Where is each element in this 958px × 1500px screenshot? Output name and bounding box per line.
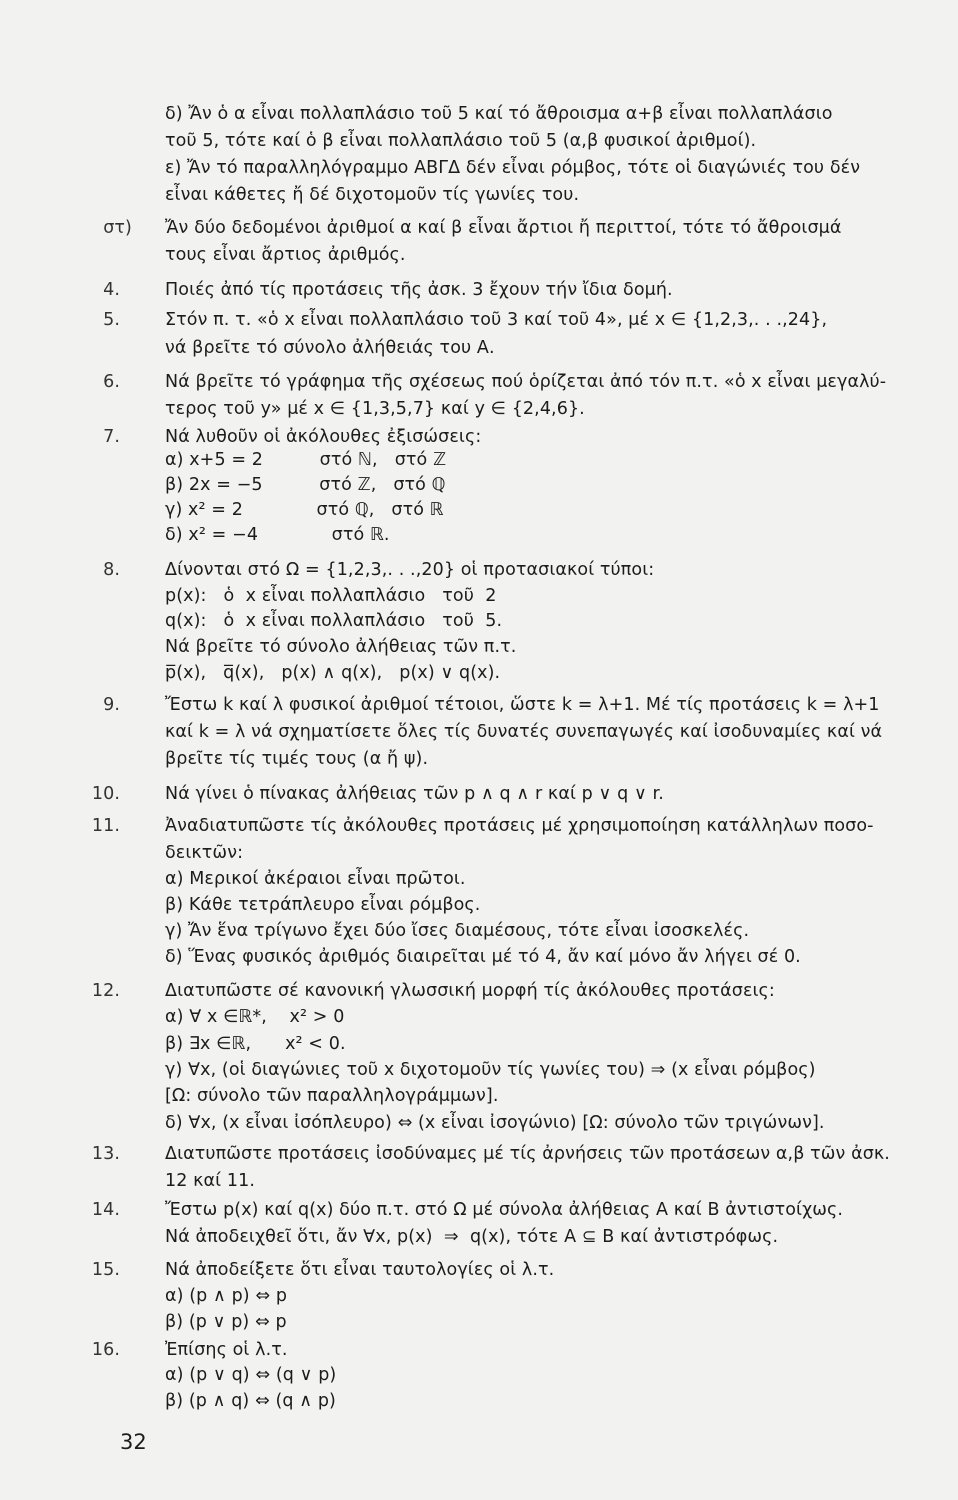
exercise-number: 10. (91, 784, 120, 804)
exercise-number: 7. (103, 427, 120, 447)
line-text: α) Μερικοί ἀκέραιοι εἶναι πρῶτοι. (165, 869, 466, 889)
line-text: Διατυπῶστε σέ κανονική γλωσσική μορφή τίς ἀκόλουθες προτάσεις: (165, 981, 775, 1001)
line-text: Νά ἀποδειχθεῖ ὅτι, ἄν ∀x, p(x) ⇒ q(x), τότε Α ⊆ Β καί ἀντιστρόφως. (165, 1227, 779, 1247)
line-text: α) (p ∨ q) ⇔ (q ∨ p) (165, 1365, 337, 1385)
line-text: Νά γίνει ὁ πίνακας ἀλήθειας τῶν p ∧ q ∧ r καί p ∨ q ∨ r. (165, 784, 664, 804)
line-text: δ) x² = −4 στό ℝ. (165, 525, 390, 545)
line-text: α) (p ∧ p) ⇔ p (165, 1286, 288, 1306)
line-text: τους εἶναι ἄρτιος ἀριθμός. (165, 245, 406, 265)
line-text: β) (p ∨ p) ⇔ p (165, 1312, 287, 1332)
line-text: [Ω: σύνολο τῶν παραλληλογράμμων]. (165, 1086, 499, 1106)
line-text: 12 καί 11. (165, 1171, 255, 1191)
exercise-number: 15. (91, 1260, 120, 1280)
line-text: Ποιές ἀπό τίς προτάσεις τῆς ἀσκ. 3 ἔχουν τήν ἴδια δομή. (165, 280, 673, 300)
line-text: α) ∀ x ∈ℝ*, x² > 0 (165, 1007, 345, 1027)
line-text: β) 2x = −5 στό ℤ, στό ℚ (165, 475, 446, 495)
exercise-number: 14. (91, 1200, 120, 1220)
line-text: Στόν π. τ. «ὁ x εἶναι πολλαπλάσιο τοῦ 3 καί τοῦ 4», μέ x ∈ {1,2,3,. . .,24}, (165, 310, 828, 330)
line-text: p(x): ὁ x εἶναι πολλαπλάσιο τοῦ 2 (165, 586, 497, 606)
line-text: γ) x² = 2 στό ℚ, στό ℝ (165, 500, 444, 520)
line-text: ε) Ἄν τό παραλληλόγραμμο ΑΒΓΔ δέν εἶναι ρόμβος, τότε οἱ διαγώνιές του δέν (165, 158, 861, 178)
line-text: p̅(x), q̅(x), p(x) ∧ q(x), p(x) ∨ q(x). (165, 663, 501, 683)
line-text: γ) Ἄν ἕνα τρίγωνο ἔχει δύο ἴσες διαμέσους, τότε εἶναι ἰσοσκελές. (165, 921, 750, 941)
line-text: νά βρεῖτε τό σύνολο ἀλήθειάς του Α. (165, 338, 495, 358)
line-text: α) x+5 = 2 στό ℕ, στό ℤ (165, 450, 447, 470)
exercise-number: 6. (103, 372, 120, 392)
line-text: δ) ∀x, (x εἶναι ἰσόπλευρο) ⇔ (x εἶναι ἰσογώνιο) [Ω: σύνολο τῶν τριγώνων]. (165, 1113, 825, 1133)
line-text: καί k = λ νά σχηματίσετε ὅλες τίς δυνατές συνεπαγωγές καί ἰσοδυναμίες καί νά (165, 722, 883, 742)
line-text: εἶναι κάθετες ἤ δέ διχοτομοῦν τίς γωνίες του. (165, 185, 580, 205)
line-text: δ) Ἕνας φυσικός ἀριθμός διαιρεῖται μέ τό 4, ἄν καί μόνο ἄν λήγει σέ 0. (165, 947, 801, 967)
line-text: Διατυπῶστε προτάσεις ἰσοδύναμες μέ τίς ἀρνήσεις τῶν προτάσεων α,β τῶν ἀσκ. (165, 1144, 890, 1164)
exercise-number: 8. (103, 560, 120, 580)
line-text: Ἄν δύο δεδομένοι ἀριθμοί α καί β εἶναι ἄρτιοι ἤ περιττοί, τότε τό ἄθροισμά (165, 218, 842, 238)
page-number: 32 (120, 1430, 147, 1454)
line-text: q(x): ὁ x εἶναι πολλαπλάσιο τοῦ 5. (165, 611, 503, 631)
line-text: β) Κάθε τετράπλευρο εἶναι ρόμβος. (165, 895, 481, 915)
line-text: δεικτῶν: (165, 843, 244, 863)
line-text: β) (p ∧ q) ⇔ (q ∧ p) (165, 1391, 336, 1411)
exercise-number: 16. (91, 1340, 120, 1360)
exercise-number: 13. (91, 1144, 120, 1164)
line-text: Νά ἀποδείξετε ὅτι εἶναι ταυτολογίες οἱ λ.τ. (165, 1260, 555, 1280)
line-text: Ἔστω k καί λ φυσικοί ἀριθμοί τέτοιοι, ὥστε k = λ+1. Μέ τίς προτάσεις k = λ+1 (165, 695, 880, 715)
exercise-number: 4. (103, 280, 120, 300)
line-text: δ) Ἄν ὁ α εἶναι πολλαπλάσιο τοῦ 5 καί τό ἄθροισμα α+β εἶναι πολλαπλάσιο (165, 104, 833, 124)
exercise-number: 11. (91, 816, 120, 836)
line-text: τοῦ 5, τότε καί ὁ β εἶναι πολλαπλάσιο τοῦ 5 (α,β φυσικοί ἀριθμοί). (165, 131, 757, 151)
line-text: Νά λυθοῦν οἱ ἀκόλουθες ἐξισώσεις: (165, 427, 482, 447)
exercise-number: 12. (91, 981, 120, 1001)
line-text: Νά βρεῖτε τό σύνολο ἀλήθειας τῶν π.τ. (165, 637, 517, 657)
line-text: Ἔστω p(x) καί q(x) δύο π.τ. στό Ω μέ σύνολα ἀλήθειας Α καί Β ἀντιστοίχως. (165, 1200, 844, 1220)
line-text: Ἐπίσης οἱ λ.τ. (165, 1340, 288, 1360)
line-text: Ἀναδιατυπῶστε τίς ἀκόλουθες προτάσεις μέ χρησιμοποίηση κατάλληλων ποσο- (165, 816, 874, 836)
exercise-number: 9. (103, 695, 120, 715)
line-text: Δίνονται στό Ω = {1,2,3,. . .,20} οἱ προτασιακοί τύποι: (165, 560, 655, 580)
line-text: τερος τοῦ y» μέ x ∈ {1,3,5,7} καί y ∈ {2,4,6}. (165, 399, 585, 419)
line-text: β) ∃x ∈ℝ, x² < 0. (165, 1034, 346, 1054)
line-text: βρεῖτε τίς τιμές τους (α ἤ ψ). (165, 749, 429, 769)
line-text: γ) ∀x, (οἱ διαγώνιες τοῦ x διχοτομοῦν τίς γωνίες του) ⇒ (x εἶναι ρόμβος) (165, 1060, 816, 1080)
exercise-number: 5. (103, 310, 120, 330)
exercise-number: στ) (103, 218, 132, 238)
line-text: Νά βρεῖτε τό γράφημα τῆς σχέσεως πού ὁρίζεται ἀπό τόν π.τ. «ὁ x εἶναι μεγαλύ- (165, 372, 887, 392)
